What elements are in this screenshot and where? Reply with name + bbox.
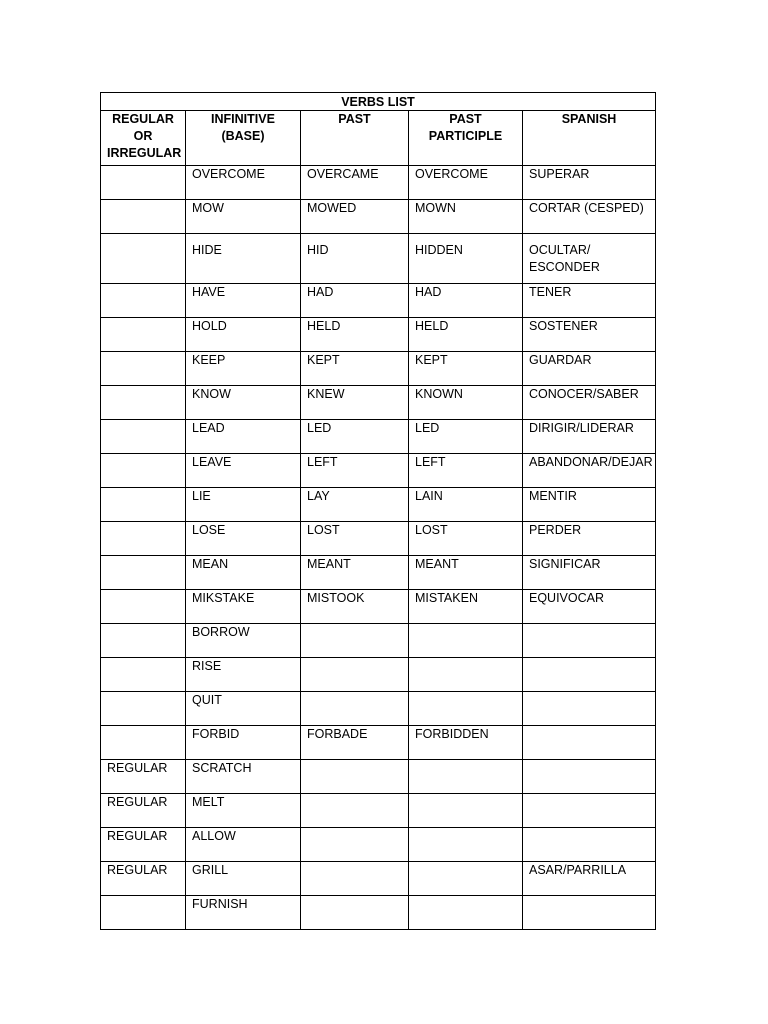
cell-type	[101, 522, 186, 556]
cell-spanish: TENER	[523, 284, 656, 318]
cell-participle: KEPT	[409, 352, 523, 386]
cell-participle	[409, 862, 523, 896]
table-row	[101, 590, 656, 624]
cell-type	[101, 420, 186, 454]
cell-spanish: ABANDONAR/DEJAR	[523, 454, 656, 488]
cell-past	[301, 692, 409, 726]
cell-participle: LOST	[409, 522, 523, 556]
cell-participle: FORBIDDEN	[409, 726, 523, 760]
cell-infinitive: OVERCOME	[186, 166, 301, 200]
cell-past: LOST	[301, 522, 409, 556]
cell-spanish: CONOCER/SABER	[523, 386, 656, 420]
cell-participle: HELD	[409, 318, 523, 352]
cell-spanish	[523, 658, 656, 692]
verbs-table	[100, 92, 656, 930]
table-row	[101, 760, 656, 794]
cell-infinitive: HAVE	[186, 284, 301, 318]
cell-past	[301, 624, 409, 658]
cell-spanish	[523, 760, 656, 794]
header-line: REGULAR	[112, 112, 174, 126]
table-row	[101, 284, 656, 318]
cell-infinitive: ALLOW	[186, 828, 301, 862]
cell-past: HAD	[301, 284, 409, 318]
cell-infinitive: FURNISH	[186, 896, 301, 930]
cell-spanish	[523, 794, 656, 828]
cell-type	[101, 234, 186, 284]
header-past	[301, 111, 409, 166]
table-row	[101, 896, 656, 930]
cell-type	[101, 386, 186, 420]
table-title: VERBS LIST	[101, 93, 656, 111]
cell-type	[101, 318, 186, 352]
cell-spanish: PERDER	[523, 522, 656, 556]
cell-infinitive: LEAVE	[186, 454, 301, 488]
cell-infinitive: MELT	[186, 794, 301, 828]
cell-spanish	[523, 692, 656, 726]
cell-spanish	[523, 726, 656, 760]
table-row	[101, 420, 656, 454]
table-row	[101, 234, 656, 284]
header-spanish	[523, 111, 656, 166]
cell-infinitive: HIDE	[186, 234, 301, 284]
cell-past	[301, 828, 409, 862]
table-row	[101, 166, 656, 200]
table-row	[101, 318, 656, 352]
table-row	[101, 726, 656, 760]
header-line: IRREGULAR	[107, 146, 182, 160]
table-row	[101, 200, 656, 234]
header-past-participle	[409, 111, 523, 166]
cell-spanish: MENTIR	[523, 488, 656, 522]
cell-participle: LAIN	[409, 488, 523, 522]
cell-participle: MEANT	[409, 556, 523, 590]
table-body	[101, 166, 656, 930]
table-row	[101, 386, 656, 420]
cell-past	[301, 794, 409, 828]
cell-type	[101, 284, 186, 318]
cell-spanish: SIGNIFICAR	[523, 556, 656, 590]
table-row	[101, 488, 656, 522]
cell-infinitive: KEEP	[186, 352, 301, 386]
cell-type	[101, 488, 186, 522]
cell-type	[101, 556, 186, 590]
cell-past	[301, 658, 409, 692]
cell-type	[101, 896, 186, 930]
cell-type	[101, 352, 186, 386]
table-row	[101, 556, 656, 590]
cell-infinitive: LOSE	[186, 522, 301, 556]
cell-past: KEPT	[301, 352, 409, 386]
cell-infinitive: FORBID	[186, 726, 301, 760]
cell-past	[301, 862, 409, 896]
cell-infinitive: GRILL	[186, 862, 301, 896]
cell-type: REGULAR	[101, 862, 186, 896]
cell-type: REGULAR	[101, 760, 186, 794]
header-infinitive	[186, 111, 301, 166]
cell-type	[101, 454, 186, 488]
header-line: SPANISH	[561, 112, 617, 126]
cell-past: HELD	[301, 318, 409, 352]
cell-infinitive: HOLD	[186, 318, 301, 352]
cell-past: MOWED	[301, 200, 409, 234]
table-row	[101, 624, 656, 658]
cell-type	[101, 726, 186, 760]
table-row	[101, 658, 656, 692]
table-row	[101, 692, 656, 726]
cell-participle	[409, 658, 523, 692]
cell-spanish: OCULTAR/ ESCONDER	[523, 234, 656, 284]
cell-past: FORBADE	[301, 726, 409, 760]
cell-type	[101, 692, 186, 726]
table-row	[101, 454, 656, 488]
cell-infinitive: SCRATCH	[186, 760, 301, 794]
table-row	[101, 522, 656, 556]
cell-participle	[409, 794, 523, 828]
header-line: OR	[133, 129, 153, 143]
cell-type: REGULAR	[101, 794, 186, 828]
cell-spanish	[523, 896, 656, 930]
cell-participle	[409, 896, 523, 930]
table-header-row	[101, 111, 656, 166]
cell-infinitive: MOW	[186, 200, 301, 234]
cell-type: REGULAR	[101, 828, 186, 862]
cell-past: HID	[301, 234, 409, 284]
cell-type	[101, 200, 186, 234]
cell-past	[301, 760, 409, 794]
header-line: PAST PARTICIPLE	[428, 112, 503, 143]
cell-participle: HIDDEN	[409, 234, 523, 284]
cell-spanish: EQUIVOCAR	[523, 590, 656, 624]
cell-type	[101, 624, 186, 658]
header-regular-or-irregular	[101, 111, 186, 166]
cell-past: MEANT	[301, 556, 409, 590]
cell-infinitive: RISE	[186, 658, 301, 692]
cell-infinitive: KNOW	[186, 386, 301, 420]
header-line: (BASE)	[221, 129, 265, 143]
cell-past: LAY	[301, 488, 409, 522]
cell-infinitive: BORROW	[186, 624, 301, 658]
cell-spanish: ASAR/PARRILLA	[523, 862, 656, 896]
cell-spanish: DIRIGIR/LIDERAR	[523, 420, 656, 454]
cell-infinitive: MEAN	[186, 556, 301, 590]
table-row	[101, 794, 656, 828]
cell-infinitive: LIE	[186, 488, 301, 522]
cell-participle: MOWN	[409, 200, 523, 234]
cell-past: LED	[301, 420, 409, 454]
cell-type	[101, 166, 186, 200]
cell-spanish: SOSTENER	[523, 318, 656, 352]
header-line: INFINITIVE	[211, 112, 275, 126]
cell-participle: OVERCOME	[409, 166, 523, 200]
cell-past: MISTOOK	[301, 590, 409, 624]
cell-spanish: GUARDAR	[523, 352, 656, 386]
cell-participle: MISTAKEN	[409, 590, 523, 624]
cell-past: LEFT	[301, 454, 409, 488]
cell-spanish	[523, 828, 656, 862]
cell-spanish: SUPERAR	[523, 166, 656, 200]
cell-participle	[409, 692, 523, 726]
cell-type	[101, 590, 186, 624]
cell-participle	[409, 828, 523, 862]
cell-participle	[409, 760, 523, 794]
cell-type	[101, 658, 186, 692]
cell-participle: LEFT	[409, 454, 523, 488]
table-row	[101, 352, 656, 386]
cell-participle: HAD	[409, 284, 523, 318]
header-line: PAST	[338, 112, 371, 126]
cell-infinitive: MIKSTAKE	[186, 590, 301, 624]
cell-spanish	[523, 624, 656, 658]
cell-past: KNEW	[301, 386, 409, 420]
cell-infinitive: LEAD	[186, 420, 301, 454]
table-row	[101, 828, 656, 862]
cell-past: OVERCAME	[301, 166, 409, 200]
cell-past	[301, 896, 409, 930]
cell-infinitive: QUIT	[186, 692, 301, 726]
cell-participle: LED	[409, 420, 523, 454]
table-row	[101, 862, 656, 896]
cell-spanish: CORTAR (CESPED)	[523, 200, 656, 234]
cell-participle: KNOWN	[409, 386, 523, 420]
cell-participle	[409, 624, 523, 658]
